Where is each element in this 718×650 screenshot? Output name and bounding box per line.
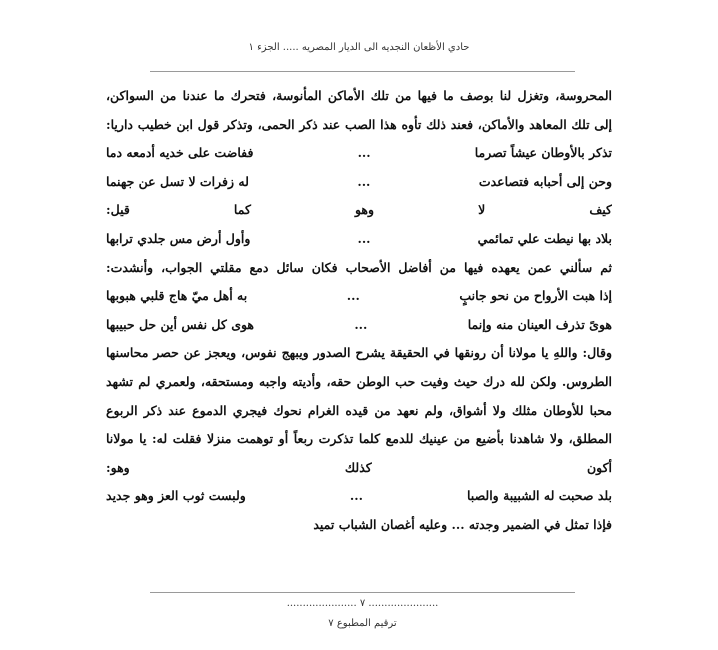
body-text xyxy=(106,82,612,540)
print-page-caption: ترقيم المطبوع ٧ xyxy=(328,618,397,629)
verse-hemistich-first: وحن إلى أحبابه فتصاعدت xyxy=(478,173,612,189)
verse-hemistich-first: تذكر بالأوطان عيشاً تصرما xyxy=(474,145,612,161)
page-number-marker: ...................... ٧ ...................... xyxy=(286,598,439,609)
spread-line xyxy=(106,196,612,225)
verse-separator: ... xyxy=(354,316,368,332)
spread-word: لا xyxy=(478,202,486,218)
header-rule xyxy=(150,71,575,72)
footer-rule xyxy=(150,592,575,593)
verse-line xyxy=(106,168,612,197)
verse-line xyxy=(106,225,612,254)
verse-separator: ... xyxy=(357,145,371,161)
spread-word: قيل: xyxy=(106,202,130,218)
spread-word: وهو xyxy=(354,202,375,218)
verse-separator: ... xyxy=(357,173,371,189)
verse-hemistich-first: إذا هبت الأرواح من نحو جانبٍ xyxy=(459,288,612,304)
verse-hemistich-second: هوى كل نفس أين حل حبيبها xyxy=(106,316,255,332)
spread-word: كذلك xyxy=(344,459,372,475)
verse-hemistich-second: ولبست ثوب العز وهو جديد xyxy=(106,488,246,504)
verse-line xyxy=(106,482,612,511)
prose-line: الطروس. ولكن لله درك حيث وفيت حب الوطن حقه، وأديته واجبه ومستحقه، ولعمري لم تشهد xyxy=(106,373,612,389)
prose-line: فإذا تمثل في الضمير وجدته ... وعليه أغصان الشباب تميد xyxy=(313,516,612,532)
verse-hemistich-second: به أهل ميّ هاج قلبي هبوبها xyxy=(106,288,248,304)
running-header: حادي الأظعان النجديه الى الديار المصريه ..... الجزء ١ xyxy=(248,42,470,53)
verse-separator: ... xyxy=(349,488,363,504)
prose-line: المطلق، ولا شاهدنا بأضيع من عينيك للدمع كلما تذكرت ربعاً أو توهمت منزلا فقلت له: يا مولانا xyxy=(106,431,612,447)
verse-hemistich-second: وأول أرض مس جلدي ترابها xyxy=(106,230,251,246)
verse-line xyxy=(106,139,612,168)
verse-separator: ... xyxy=(357,230,371,246)
prose-line: المحروسة، وتغزل لنا بوصف ما فيها من تلك الأماكن المأنوسة، فتحرك ما عندنا من السواكن، xyxy=(106,88,612,103)
verse-separator: ... xyxy=(346,288,360,304)
verse-hemistich-first: هوىً تذرف العينان منه وإنما xyxy=(467,316,612,332)
spread-word: وهو: xyxy=(106,459,130,475)
prose-line: محبا للأوطان مثلك ولا أشواق، ولم نعهد من قيده الغرام نحوك فيجري الدموع عند ذكر الربوع xyxy=(106,402,612,418)
prose-line: إلى تلك المعاهد والأماكن، فعند ذلك تأوه هذا الصب عند ذكر الحمى، وتذكر قول ابن خطيب داريا: xyxy=(106,116,612,132)
verse-line xyxy=(106,311,612,340)
verse-line xyxy=(106,282,612,311)
verse-hemistich-second: ففاضت على خديه أدمعه دما xyxy=(106,145,254,161)
spread-word: أكون xyxy=(586,459,612,475)
spread-word: كيف xyxy=(589,202,612,218)
spread-word: كما xyxy=(233,202,251,218)
prose-line: ثم سألني عمن يعهده فيها من أفاضل الأصحاب فكان سائل دمع مقلتي الجواب، وأنشدت: xyxy=(106,259,612,275)
verse-hemistich-first: بلد صحبت له الشبيبة والصبا xyxy=(466,488,612,504)
verse-hemistich-first: بلاد بها نيطت علي تمائمي xyxy=(477,230,612,246)
spread-line xyxy=(106,454,612,483)
prose-line: وقال: واللهِ يا مولانا أن رونقها في الحقيقة يشرح الصدور ويبهج نفوس، ويعجز عن حصر محاسنها xyxy=(106,345,612,361)
verse-hemistich-second: له زفرات لا تسل عن جهنما xyxy=(106,173,249,189)
